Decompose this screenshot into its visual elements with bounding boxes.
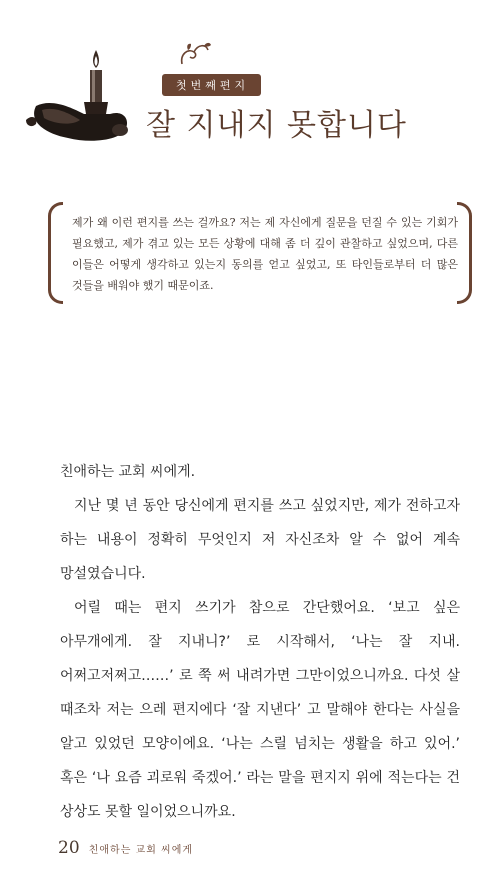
intro-box — [48, 202, 472, 300]
page-number: 20 — [58, 838, 80, 858]
candle-illustration — [22, 48, 152, 148]
body-paragraph-1: 지난 몇 년 동안 당신에게 편지를 쓰고 싶었지만, 제가 전하고자 하는 내용이 정확히 무엇인지 저 자신조차 알 수 없어 계속 망설였습니다. — [60, 498, 460, 582]
chapter-badge: 첫번째편지 — [162, 74, 261, 96]
body-paragraph-2: 어릴 때는 편지 쓰기가 참으로 간단했어요. ‘보고 싶은 아무개에게. 잘 지내니?’ 로 시작해서, ‘나는 잘 지내. 어쩌고저쩌고……’ 로 쭉 써 내려가면 그만이었으니까요. 다섯 살 때조차 저는 으레 편지에다 ‘잘 지낸다’ 고 말해야 한다는 사실을 알고 있었던 모양이에요. ‘나는 스릴 넘치는 생활을 하고 있어.’ 혹은 ‘나 요즘 괴로워 죽겠어.’ 라는 말을 편지지 위에 적는다는 건 상상도 못할 일이었으니까요. — [60, 600, 460, 820]
salutation: 친애하는 교회 씨에게. — [60, 464, 196, 480]
left-bracket — [48, 202, 63, 304]
page-footer — [58, 838, 193, 858]
intro-text: 제가 왜 이런 편지를 쓰는 걸까요? 저는 제 자신에게 질문을 던질 수 있는 기회가 필요했고, 제가 겪고 있는 모든 상황에 대해 좀 더 깊이 관찰하고 싶었으며, 다른 이들은 어떻게 생각하고 있는지 동의를 얻고 싶었고, 또 타인들로부터 더 많은 것들을 배워야 했기 때문이죠. — [72, 216, 458, 292]
swirl-ornament-icon — [176, 40, 216, 70]
right-bracket — [457, 202, 472, 304]
running-title: 친애하는 교회 씨에게 — [88, 845, 194, 856]
chapter-title: 잘 지내지 못합니다 — [146, 108, 407, 143]
letter-body — [60, 455, 460, 829]
